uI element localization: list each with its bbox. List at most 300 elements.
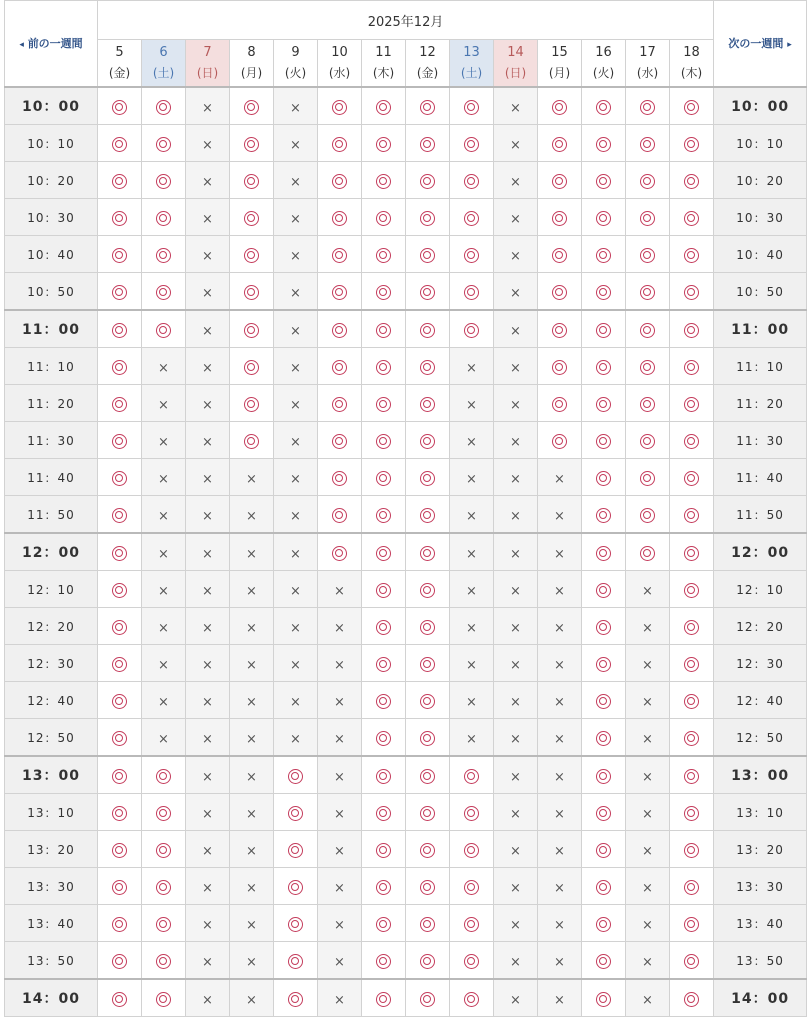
double-circle-icon[interactable] [156,211,171,226]
slot-available[interactable] [362,905,406,942]
slot-available[interactable] [230,236,274,273]
slot-available[interactable] [318,236,362,273]
double-circle-icon[interactable] [596,620,611,635]
double-circle-icon[interactable] [420,546,435,561]
double-circle-icon[interactable] [684,323,699,338]
slot-available[interactable] [318,533,362,571]
double-circle-icon[interactable] [640,174,655,189]
double-circle-icon[interactable] [552,434,567,449]
double-circle-icon[interactable] [464,248,479,263]
double-circle-icon[interactable] [640,211,655,226]
slot-available[interactable] [274,979,318,1017]
double-circle-icon[interactable] [596,806,611,821]
double-circle-icon[interactable] [684,583,699,598]
double-circle-icon[interactable] [596,954,611,969]
slot-available[interactable] [406,719,450,757]
slot-available[interactable] [626,125,670,162]
double-circle-icon[interactable] [420,657,435,672]
double-circle-icon[interactable] [420,806,435,821]
double-circle-icon[interactable] [332,211,347,226]
double-circle-icon[interactable] [332,285,347,300]
double-circle-icon[interactable] [420,992,435,1007]
slot-available[interactable] [98,571,142,608]
double-circle-icon[interactable] [376,137,391,152]
slot-available[interactable] [98,719,142,757]
slot-available[interactable] [670,794,714,831]
double-circle-icon[interactable] [156,769,171,784]
slot-available[interactable] [318,385,362,422]
double-circle-icon[interactable] [596,880,611,895]
double-circle-icon[interactable] [552,100,567,115]
slot-available[interactable] [670,682,714,719]
double-circle-icon[interactable] [332,323,347,338]
slot-available[interactable] [362,645,406,682]
double-circle-icon[interactable] [684,360,699,375]
double-circle-icon[interactable] [156,100,171,115]
double-circle-icon[interactable] [596,583,611,598]
slot-available[interactable] [98,533,142,571]
slot-available[interactable] [670,496,714,534]
double-circle-icon[interactable] [332,100,347,115]
double-circle-icon[interactable] [112,992,127,1007]
double-circle-icon[interactable] [332,471,347,486]
slot-available[interactable] [406,571,450,608]
slot-available[interactable] [406,608,450,645]
double-circle-icon[interactable] [376,285,391,300]
double-circle-icon[interactable] [112,546,127,561]
double-circle-icon[interactable] [244,248,259,263]
slot-available[interactable] [362,942,406,980]
slot-available[interactable] [582,868,626,905]
slot-available[interactable] [406,348,450,385]
double-circle-icon[interactable] [376,992,391,1007]
double-circle-icon[interactable] [420,323,435,338]
slot-available[interactable] [670,422,714,459]
double-circle-icon[interactable] [596,434,611,449]
slot-available[interactable] [362,794,406,831]
slot-available[interactable] [318,273,362,311]
double-circle-icon[interactable] [596,843,611,858]
double-circle-icon[interactable] [464,843,479,858]
double-circle-icon[interactable] [640,397,655,412]
slot-available[interactable] [450,273,494,311]
slot-available[interactable] [98,756,142,794]
slot-available[interactable] [362,719,406,757]
slot-available[interactable] [670,979,714,1017]
slot-available[interactable] [318,459,362,496]
slot-available[interactable] [362,310,406,348]
double-circle-icon[interactable] [156,992,171,1007]
double-circle-icon[interactable] [244,174,259,189]
slot-available[interactable] [362,756,406,794]
slot-available[interactable] [450,831,494,868]
slot-available[interactable] [582,273,626,311]
slot-available[interactable] [362,422,406,459]
slot-available[interactable] [582,831,626,868]
next-week-link[interactable] [714,1,807,88]
slot-available[interactable] [362,868,406,905]
slot-available[interactable] [142,868,186,905]
double-circle-icon[interactable] [420,434,435,449]
slot-available[interactable] [582,682,626,719]
double-circle-icon[interactable] [420,471,435,486]
slot-available[interactable] [626,496,670,534]
slot-available[interactable] [582,348,626,385]
double-circle-icon[interactable] [684,434,699,449]
slot-available[interactable] [406,422,450,459]
slot-available[interactable] [406,533,450,571]
double-circle-icon[interactable] [112,731,127,746]
slot-available[interactable] [362,979,406,1017]
double-circle-icon[interactable] [112,100,127,115]
slot-available[interactable] [450,868,494,905]
slot-available[interactable] [670,459,714,496]
slot-available[interactable] [626,273,670,311]
double-circle-icon[interactable] [684,620,699,635]
slot-available[interactable] [142,125,186,162]
slot-available[interactable] [450,199,494,236]
double-circle-icon[interactable] [376,471,391,486]
double-circle-icon[interactable] [112,397,127,412]
double-circle-icon[interactable] [288,843,303,858]
slot-available[interactable] [142,905,186,942]
double-circle-icon[interactable] [420,694,435,709]
double-circle-icon[interactable] [596,992,611,1007]
slot-available[interactable] [98,645,142,682]
slot-available[interactable] [406,459,450,496]
slot-available[interactable] [406,385,450,422]
slot-available[interactable] [582,496,626,534]
double-circle-icon[interactable] [596,508,611,523]
double-circle-icon[interactable] [464,954,479,969]
slot-available[interactable] [98,310,142,348]
slot-available[interactable] [670,831,714,868]
slot-available[interactable] [670,162,714,199]
slot-available[interactable] [406,942,450,980]
double-circle-icon[interactable] [420,285,435,300]
double-circle-icon[interactable] [640,323,655,338]
slot-available[interactable] [538,199,582,236]
double-circle-icon[interactable] [112,360,127,375]
double-circle-icon[interactable] [332,546,347,561]
double-circle-icon[interactable] [376,769,391,784]
double-circle-icon[interactable] [552,285,567,300]
slot-available[interactable] [406,645,450,682]
double-circle-icon[interactable] [156,806,171,821]
double-circle-icon[interactable] [684,954,699,969]
slot-available[interactable] [230,348,274,385]
double-circle-icon[interactable] [376,657,391,672]
slot-available[interactable] [670,868,714,905]
double-circle-icon[interactable] [596,657,611,672]
double-circle-icon[interactable] [684,100,699,115]
double-circle-icon[interactable] [420,360,435,375]
slot-available[interactable] [626,87,670,125]
double-circle-icon[interactable] [112,248,127,263]
slot-available[interactable] [582,979,626,1017]
double-circle-icon[interactable] [464,992,479,1007]
double-circle-icon[interactable] [332,174,347,189]
double-circle-icon[interactable] [244,100,259,115]
slot-available[interactable] [450,942,494,980]
slot-available[interactable] [406,905,450,942]
double-circle-icon[interactable] [156,880,171,895]
double-circle-icon[interactable] [112,917,127,932]
slot-available[interactable] [98,199,142,236]
double-circle-icon[interactable] [376,174,391,189]
double-circle-icon[interactable] [464,137,479,152]
double-circle-icon[interactable] [112,657,127,672]
double-circle-icon[interactable] [376,323,391,338]
double-circle-icon[interactable] [376,843,391,858]
slot-available[interactable] [450,310,494,348]
slot-available[interactable] [362,199,406,236]
slot-available[interactable] [406,868,450,905]
slot-available[interactable] [274,905,318,942]
slot-available[interactable] [362,87,406,125]
slot-available[interactable] [626,348,670,385]
double-circle-icon[interactable] [332,397,347,412]
slot-available[interactable] [98,794,142,831]
slot-available[interactable] [626,422,670,459]
slot-available[interactable] [98,348,142,385]
slot-available[interactable] [670,273,714,311]
double-circle-icon[interactable] [156,248,171,263]
slot-available[interactable] [406,125,450,162]
slot-available[interactable] [626,199,670,236]
double-circle-icon[interactable] [112,583,127,598]
slot-available[interactable] [362,125,406,162]
slot-available[interactable] [670,608,714,645]
slot-available[interactable] [274,794,318,831]
slot-available[interactable] [318,199,362,236]
slot-available[interactable] [142,979,186,1017]
slot-available[interactable] [230,310,274,348]
slot-available[interactable] [450,125,494,162]
double-circle-icon[interactable] [376,508,391,523]
double-circle-icon[interactable] [596,360,611,375]
slot-available[interactable] [538,87,582,125]
double-circle-icon[interactable] [596,248,611,263]
slot-available[interactable] [230,125,274,162]
slot-available[interactable] [582,162,626,199]
slot-available[interactable] [450,756,494,794]
double-circle-icon[interactable] [596,731,611,746]
double-circle-icon[interactable] [244,397,259,412]
double-circle-icon[interactable] [464,769,479,784]
slot-available[interactable] [406,310,450,348]
double-circle-icon[interactable] [376,211,391,226]
double-circle-icon[interactable] [332,360,347,375]
double-circle-icon[interactable] [684,174,699,189]
slot-available[interactable] [582,199,626,236]
slot-available[interactable] [538,162,582,199]
slot-available[interactable] [362,236,406,273]
slot-available[interactable] [582,794,626,831]
slot-available[interactable] [98,125,142,162]
double-circle-icon[interactable] [684,992,699,1007]
double-circle-icon[interactable] [596,137,611,152]
double-circle-icon[interactable] [376,100,391,115]
slot-available[interactable] [582,310,626,348]
double-circle-icon[interactable] [464,880,479,895]
slot-available[interactable] [406,199,450,236]
double-circle-icon[interactable] [552,174,567,189]
double-circle-icon[interactable] [288,880,303,895]
double-circle-icon[interactable] [288,769,303,784]
double-circle-icon[interactable] [156,954,171,969]
double-circle-icon[interactable] [112,694,127,709]
double-circle-icon[interactable] [596,174,611,189]
double-circle-icon[interactable] [684,211,699,226]
slot-available[interactable] [538,385,582,422]
slot-available[interactable] [582,756,626,794]
double-circle-icon[interactable] [640,285,655,300]
double-circle-icon[interactable] [552,211,567,226]
slot-available[interactable] [318,125,362,162]
double-circle-icon[interactable] [552,323,567,338]
double-circle-icon[interactable] [464,917,479,932]
double-circle-icon[interactable] [112,880,127,895]
double-circle-icon[interactable] [640,546,655,561]
double-circle-icon[interactable] [464,174,479,189]
slot-available[interactable] [142,273,186,311]
double-circle-icon[interactable] [596,323,611,338]
slot-available[interactable] [582,422,626,459]
double-circle-icon[interactable] [112,620,127,635]
slot-available[interactable] [274,868,318,905]
slot-available[interactable] [582,533,626,571]
slot-available[interactable] [670,385,714,422]
double-circle-icon[interactable] [244,434,259,449]
slot-available[interactable] [670,310,714,348]
double-circle-icon[interactable] [420,508,435,523]
slot-available[interactable] [362,162,406,199]
slot-available[interactable] [230,273,274,311]
slot-available[interactable] [362,459,406,496]
double-circle-icon[interactable] [420,917,435,932]
double-circle-icon[interactable] [420,397,435,412]
double-circle-icon[interactable] [640,471,655,486]
double-circle-icon[interactable] [684,843,699,858]
slot-available[interactable] [406,162,450,199]
double-circle-icon[interactable] [596,546,611,561]
slot-available[interactable] [98,868,142,905]
slot-available[interactable] [670,236,714,273]
double-circle-icon[interactable] [596,397,611,412]
slot-available[interactable] [362,496,406,534]
double-circle-icon[interactable] [684,880,699,895]
slot-available[interactable] [274,831,318,868]
double-circle-icon[interactable] [420,211,435,226]
double-circle-icon[interactable] [640,434,655,449]
double-circle-icon[interactable] [420,174,435,189]
slot-available[interactable] [670,645,714,682]
slot-available[interactable] [98,496,142,534]
slot-available[interactable] [406,273,450,311]
slot-available[interactable] [362,348,406,385]
slot-available[interactable] [98,831,142,868]
slot-available[interactable] [626,385,670,422]
double-circle-icon[interactable] [244,323,259,338]
double-circle-icon[interactable] [156,323,171,338]
slot-available[interactable] [582,645,626,682]
double-circle-icon[interactable] [640,100,655,115]
double-circle-icon[interactable] [684,694,699,709]
slot-available[interactable] [230,87,274,125]
slot-available[interactable] [670,348,714,385]
double-circle-icon[interactable] [684,285,699,300]
double-circle-icon[interactable] [596,211,611,226]
slot-available[interactable] [98,459,142,496]
slot-available[interactable] [406,87,450,125]
double-circle-icon[interactable] [684,471,699,486]
double-circle-icon[interactable] [684,137,699,152]
slot-available[interactable] [318,348,362,385]
double-circle-icon[interactable] [376,694,391,709]
double-circle-icon[interactable] [640,508,655,523]
slot-available[interactable] [582,459,626,496]
double-circle-icon[interactable] [552,360,567,375]
double-circle-icon[interactable] [376,620,391,635]
double-circle-icon[interactable] [112,843,127,858]
slot-available[interactable] [450,87,494,125]
double-circle-icon[interactable] [156,843,171,858]
slot-available[interactable] [98,905,142,942]
double-circle-icon[interactable] [376,546,391,561]
slot-available[interactable] [406,831,450,868]
double-circle-icon[interactable] [596,694,611,709]
double-circle-icon[interactable] [464,806,479,821]
double-circle-icon[interactable] [156,137,171,152]
slot-available[interactable] [98,942,142,980]
slot-available[interactable] [582,87,626,125]
double-circle-icon[interactable] [596,769,611,784]
double-circle-icon[interactable] [376,731,391,746]
slot-available[interactable] [670,125,714,162]
slot-available[interactable] [450,794,494,831]
double-circle-icon[interactable] [640,248,655,263]
slot-available[interactable] [362,533,406,571]
slot-available[interactable] [626,162,670,199]
double-circle-icon[interactable] [684,397,699,412]
double-circle-icon[interactable] [464,211,479,226]
double-circle-icon[interactable] [420,769,435,784]
slot-available[interactable] [142,87,186,125]
double-circle-icon[interactable] [112,806,127,821]
double-circle-icon[interactable] [596,285,611,300]
slot-available[interactable] [582,608,626,645]
slot-available[interactable] [98,385,142,422]
slot-available[interactable] [538,422,582,459]
double-circle-icon[interactable] [376,434,391,449]
double-circle-icon[interactable] [156,917,171,932]
double-circle-icon[interactable] [112,769,127,784]
slot-available[interactable] [230,422,274,459]
double-circle-icon[interactable] [684,657,699,672]
double-circle-icon[interactable] [112,323,127,338]
slot-available[interactable] [582,236,626,273]
double-circle-icon[interactable] [332,137,347,152]
slot-available[interactable] [670,905,714,942]
double-circle-icon[interactable] [464,100,479,115]
double-circle-icon[interactable] [420,137,435,152]
slot-available[interactable] [582,719,626,757]
slot-available[interactable] [362,682,406,719]
slot-available[interactable] [142,310,186,348]
double-circle-icon[interactable] [376,880,391,895]
slot-available[interactable] [318,422,362,459]
